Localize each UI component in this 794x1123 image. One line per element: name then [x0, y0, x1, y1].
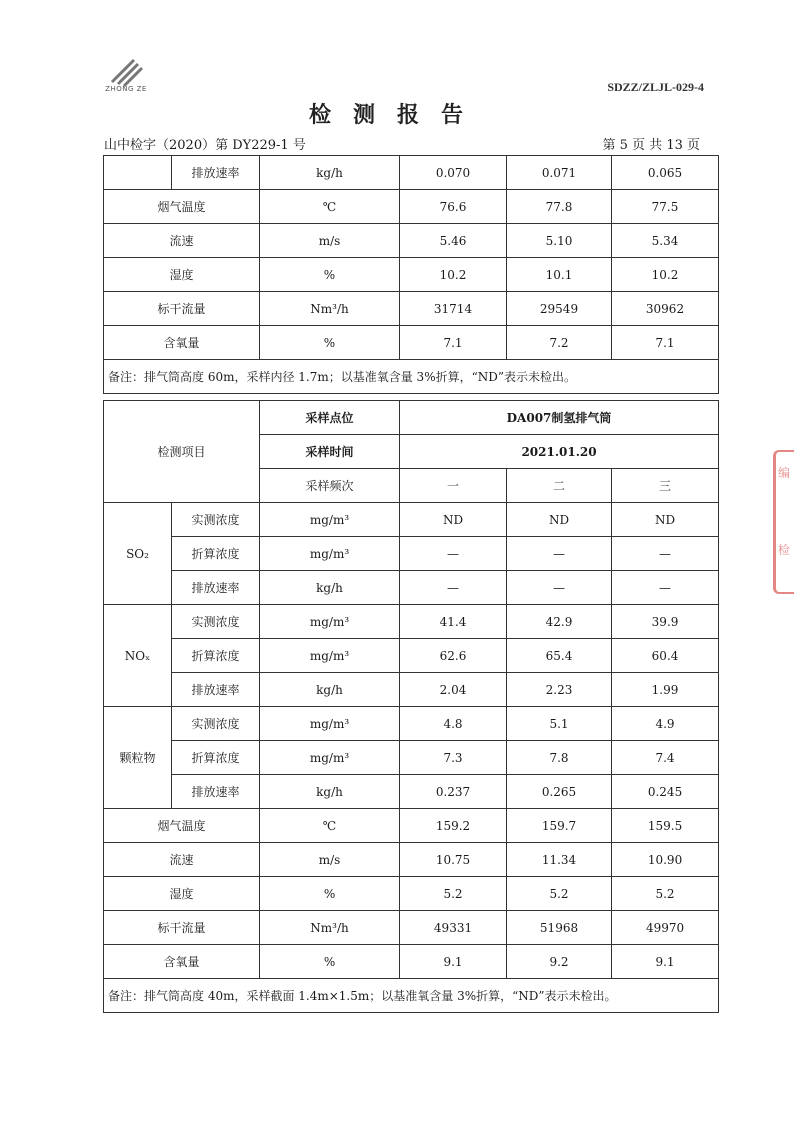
table-row — [104, 258, 719, 292]
unit-cell: % — [260, 945, 400, 979]
value-cell: 49970 — [612, 911, 719, 945]
table-note: 备注：排气筒高度 40m，采样截面 1.4m×1.5m；以基准氧含量 3%折算，“ND”表示未检出。 — [104, 979, 719, 1013]
value-cell: — — [612, 537, 719, 571]
value-cell: 0.071 — [507, 156, 612, 190]
value-cell: 2.23 — [507, 673, 612, 707]
table-row — [104, 775, 719, 809]
value-cell: 5.2 — [400, 877, 507, 911]
value-cell: 4.9 — [612, 707, 719, 741]
logo-text: ZHONG ZE — [105, 85, 147, 93]
unit-cell: mg/m³ — [260, 605, 400, 639]
results-table-da007 — [103, 400, 719, 1013]
table-row — [104, 945, 719, 979]
freq-2: 二 — [507, 469, 612, 503]
row-label: 湿度 — [104, 258, 260, 292]
value-cell: 1.99 — [612, 673, 719, 707]
value-cell: 62.6 — [400, 639, 507, 673]
table-row — [104, 224, 719, 258]
value-cell: ND — [400, 503, 507, 537]
value-cell: ND — [612, 503, 719, 537]
value-cell: — — [400, 571, 507, 605]
value-cell: 0.065 — [612, 156, 719, 190]
unit-cell: mg/m³ — [260, 503, 400, 537]
value-cell: 77.5 — [612, 190, 719, 224]
value-cell: 0.265 — [507, 775, 612, 809]
unit-cell: kg/h — [260, 156, 400, 190]
red-seal-stamp — [773, 450, 794, 594]
row-label: 流速 — [104, 224, 260, 258]
value-cell: 159.5 — [612, 809, 719, 843]
value-cell: 10.2 — [400, 258, 507, 292]
form-code: SDZZ/ZLJL-029-4 — [607, 80, 704, 94]
row-label: 排放速率 — [172, 673, 260, 707]
value-cell: 76.6 — [400, 190, 507, 224]
value-cell: 9.1 — [612, 945, 719, 979]
value-cell: 30962 — [612, 292, 719, 326]
table-row — [104, 537, 719, 571]
value-cell: 7.2 — [507, 326, 612, 360]
unit-cell: mg/m³ — [260, 741, 400, 775]
value-cell: — — [612, 571, 719, 605]
value-cell: 159.7 — [507, 809, 612, 843]
value-cell: 5.2 — [507, 877, 612, 911]
table-row — [104, 639, 719, 673]
unit-cell: m/s — [260, 224, 400, 258]
time-label: 采样时间 — [260, 435, 400, 469]
row-label: 排放速率 — [172, 571, 260, 605]
unit-cell: % — [260, 258, 400, 292]
value-cell: 7.8 — [507, 741, 612, 775]
freq-label: 采样频次 — [260, 469, 400, 503]
row-label: 标干流量 — [104, 911, 260, 945]
unit-cell: % — [260, 326, 400, 360]
table-row — [104, 843, 719, 877]
value-cell: 77.8 — [507, 190, 612, 224]
unit-cell: mg/m³ — [260, 537, 400, 571]
value-cell: 5.10 — [507, 224, 612, 258]
table-row — [104, 741, 719, 775]
pollutant-name: SO₂ — [104, 503, 172, 605]
table-row — [104, 326, 719, 360]
table-row — [104, 707, 719, 741]
value-cell: 5.1 — [507, 707, 612, 741]
table-row — [104, 292, 719, 326]
row-label: 湿度 — [104, 877, 260, 911]
time-value: 2021.01.20 — [400, 435, 719, 469]
row-label: 含氧量 — [104, 326, 260, 360]
value-cell: 39.9 — [612, 605, 719, 639]
value-cell: 7.1 — [612, 326, 719, 360]
row-label: 烟气温度 — [104, 190, 260, 224]
unit-cell: ℃ — [260, 809, 400, 843]
value-cell: 0.070 — [400, 156, 507, 190]
value-cell: 65.4 — [507, 639, 612, 673]
value-cell: 5.2 — [612, 877, 719, 911]
table-row — [104, 503, 719, 537]
report-title: 检测报告 — [308, 102, 485, 128]
value-cell: 10.90 — [612, 843, 719, 877]
unit-cell: mg/m³ — [260, 707, 400, 741]
value-cell: 9.1 — [400, 945, 507, 979]
row-label: 烟气温度 — [104, 809, 260, 843]
row-label: 实测浓度 — [172, 605, 260, 639]
results-table-continued — [103, 155, 719, 394]
value-cell: 31714 — [400, 292, 507, 326]
freq-3: 三 — [612, 469, 719, 503]
value-cell: 10.75 — [400, 843, 507, 877]
point-label: 采样点位 — [260, 401, 400, 435]
table-row — [104, 360, 719, 394]
value-cell: 60.4 — [612, 639, 719, 673]
table-row — [104, 571, 719, 605]
value-cell: — — [507, 571, 612, 605]
unit-cell: kg/h — [260, 775, 400, 809]
value-cell: — — [507, 537, 612, 571]
value-cell: 11.34 — [507, 843, 612, 877]
row-label: 排放速率 — [172, 156, 260, 190]
row-label: 流速 — [104, 843, 260, 877]
unit-cell: Nm³/h — [260, 911, 400, 945]
unit-cell: Nm³/h — [260, 292, 400, 326]
row-label: 标干流量 — [104, 292, 260, 326]
value-cell: 29549 — [507, 292, 612, 326]
blank-cell — [104, 156, 172, 190]
value-cell: 7.1 — [400, 326, 507, 360]
unit-cell: ℃ — [260, 190, 400, 224]
stamp-char: 检 — [778, 543, 791, 557]
value-cell: — — [400, 537, 507, 571]
unit-cell: kg/h — [260, 571, 400, 605]
document-number: 山中检字（2020）第 DY229-1 号 — [104, 138, 306, 153]
table-row — [104, 605, 719, 639]
row-label: 排放速率 — [172, 775, 260, 809]
table-row — [104, 156, 719, 190]
row-label: 折算浓度 — [172, 537, 260, 571]
unit-cell: % — [260, 877, 400, 911]
table-row — [104, 673, 719, 707]
value-cell: 41.4 — [400, 605, 507, 639]
unit-cell: m/s — [260, 843, 400, 877]
row-label: 实测浓度 — [172, 707, 260, 741]
row-label: 含氧量 — [104, 945, 260, 979]
value-cell: 10.2 — [612, 258, 719, 292]
page-info: 第 5 页 共 13 页 — [602, 138, 700, 153]
table-row — [104, 979, 719, 1013]
value-cell: 2.04 — [400, 673, 507, 707]
table-row — [104, 877, 719, 911]
value-cell: 51968 — [507, 911, 612, 945]
value-cell: 159.2 — [400, 809, 507, 843]
value-cell: 5.46 — [400, 224, 507, 258]
value-cell: 0.245 — [612, 775, 719, 809]
table-row — [104, 190, 719, 224]
table-row — [104, 401, 719, 435]
value-cell: 5.34 — [612, 224, 719, 258]
item-header: 检测项目 — [104, 401, 260, 503]
value-cell: 9.2 — [507, 945, 612, 979]
value-cell: 49331 — [400, 911, 507, 945]
value-cell: 0.237 — [400, 775, 507, 809]
value-cell: 10.1 — [507, 258, 612, 292]
value-cell: 7.4 — [612, 741, 719, 775]
stamp-char: 编 — [778, 466, 791, 480]
value-cell: 42.9 — [507, 605, 612, 639]
value-cell: 4.8 — [400, 707, 507, 741]
pollutant-name: 颗粒物 — [104, 707, 172, 809]
row-label: 实测浓度 — [172, 503, 260, 537]
value-cell: ND — [507, 503, 612, 537]
table-row — [104, 809, 719, 843]
row-label: 折算浓度 — [172, 741, 260, 775]
table-note: 备注：排气筒高度 60m，采样内径 1.7m；以基准氧含量 3%折算，“ND”表示未检出。 — [104, 360, 719, 394]
pollutant-name: NOₓ — [104, 605, 172, 707]
value-cell: 7.3 — [400, 741, 507, 775]
unit-cell: kg/h — [260, 673, 400, 707]
table-row — [104, 911, 719, 945]
row-label: 折算浓度 — [172, 639, 260, 673]
unit-cell: mg/m³ — [260, 639, 400, 673]
freq-1: 一 — [400, 469, 507, 503]
point-value: DA007制氢排气筒 — [400, 401, 719, 435]
